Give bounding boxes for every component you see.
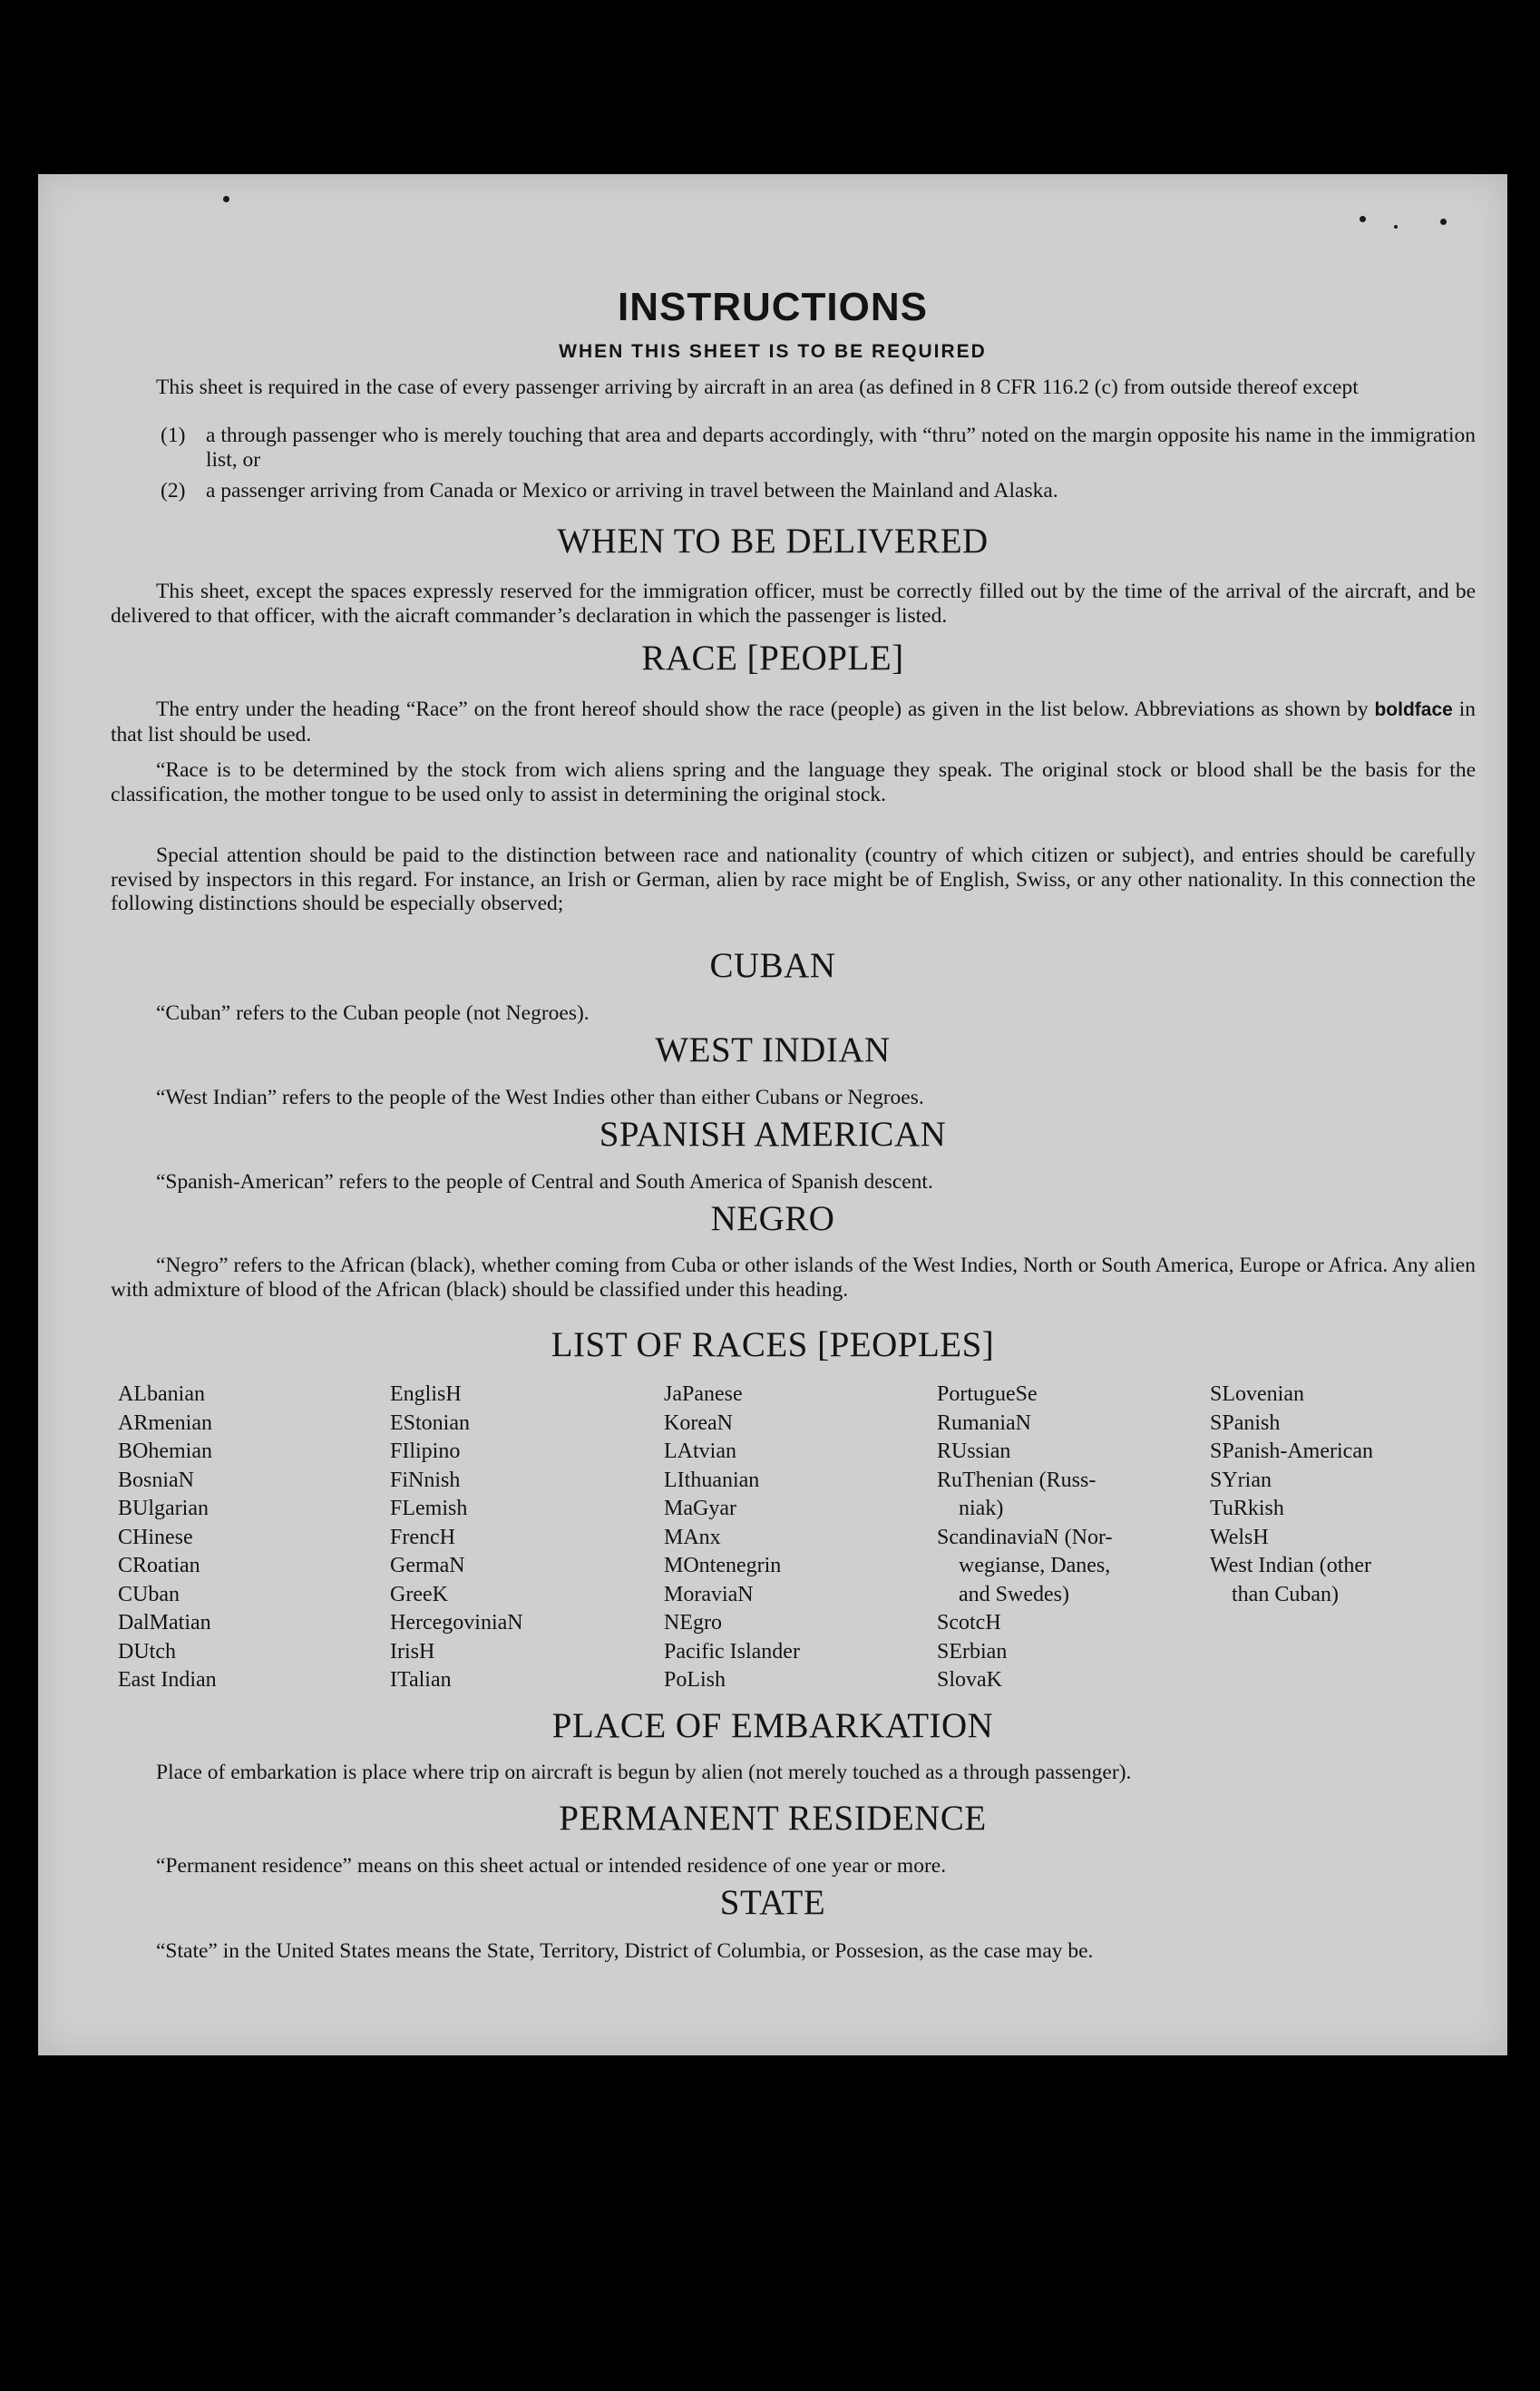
race-entry: MaGyar [664,1497,736,1520]
race-entry: GermaN [390,1554,465,1577]
heading-negro: NEGRO [710,1199,835,1238]
state-paragraph: “State” in the United States means the State, Territory, District of Columbia, or Possesion, as the case may be. [156,1939,1094,1963]
race-entry: ScotcH [937,1611,1001,1635]
race-list-column-5 [1210,1381,1373,1609]
race-entry: RumaniaN [937,1410,1031,1435]
race-entry: SErbian [937,1639,1008,1664]
boldface-word: boldface [1374,699,1453,720]
heading-when-delivered: WHEN TO BE DELIVERED [557,522,989,561]
race-entry: Pacific Islander [664,1639,800,1664]
speck [1440,219,1447,225]
race-text-b: in that list should be used. [111,698,1477,747]
speck [1360,216,1366,222]
race-entry: LAtvian [664,1439,736,1463]
speck [223,196,229,202]
race-entry: FrencH [390,1525,455,1549]
race-entry: CUban [118,1582,180,1606]
race-entry: CHinese [118,1525,193,1549]
race-entry: BUlgarian [118,1497,209,1520]
race-entry: RuThenian (Russ- [937,1468,1097,1492]
exception-text: a passenger arriving from Canada or Mexico or arriving in travel between the Mainland and Alaska. [206,479,1058,503]
race-entry: SPanish-American [1210,1439,1373,1463]
race-entry: PoLish [664,1668,726,1692]
race-entry: DalMatian [118,1611,211,1635]
race-entry: EnglisH [390,1382,462,1406]
race-list-column-3 [664,1381,800,1695]
race-list-column-1 [118,1381,217,1695]
race-entry: FiNnish [390,1468,461,1492]
race-entry: JaPanese [664,1382,743,1406]
heading-list-of-races: LIST OF RACES [PEOPLES] [551,1325,995,1364]
exception-text: a through passenger who is merely touching that area and departs accordingly, with “thru” noted on the margin opposite his name in the immigration list, or [206,424,1476,472]
race-entry: West Indian (other [1210,1554,1372,1577]
race-entry: MoraviaN [664,1582,754,1606]
race-entry: FLemish [390,1497,468,1520]
race-list-column-2 [390,1381,523,1695]
exception-item [161,479,1476,503]
heading-permanent-residence: PERMANENT RESIDENCE [559,1799,987,1838]
heading-race: RACE [PEOPLE] [641,639,904,678]
race-entry: HercegoviniaN [390,1611,523,1635]
race-entry: ALbanian [118,1382,205,1406]
delivered-paragraph: This sheet, except the spaces expressly reserved for the immigration officer, must be correctly filled out by the time of the arrival of the aircraft, and be delivered to that officer, with the aicraft commander’s declaration in which the passenger is listed. [111,580,1476,628]
race-entry: MAnx [664,1525,721,1549]
race-entry: than Cuban) [1232,1582,1339,1606]
instruction-sheet [38,174,1507,2055]
race-entry: CRoatian [118,1554,200,1577]
race-entry: BosniaN [118,1468,194,1492]
race-entry: WelsH [1210,1525,1269,1549]
intro-paragraph: This sheet is required in the case of every passenger arriving by aircraft in an area (as defined in 8 CFR 116.2 (c) from outside thereof except [156,376,1359,399]
heading-west-indian: WEST INDIAN [655,1030,891,1069]
residence-paragraph: “Permanent residence” means on this sheet actual or intended residence of one year or more. [156,1854,947,1878]
spanish-american-paragraph: “Spanish-American” refers to the people of Central and South America of Spanish descent. [156,1170,933,1194]
race-entry: KoreaN [664,1410,733,1435]
race-entry: NEgro [664,1611,722,1635]
race-entry: RUssian [937,1439,1011,1463]
race-paragraph-2: “Race is to be determined by the stock from wich aliens spring and the language they speak. The original stock or blood shall be the basis for the classification, the mother tongue to be used only to assist in determining the original stock. [111,758,1476,806]
cuban-paragraph: “Cuban” refers to the Cuban people (not Negroes). [156,1001,590,1025]
race-entry: TuRkish [1210,1497,1284,1520]
race-entry: DUtch [118,1639,176,1664]
heading-state: STATE [719,1883,826,1922]
page-title: INSTRUCTIONS [618,285,928,329]
exception-item [161,424,1476,472]
race-entry: PortugueSe [937,1382,1038,1406]
race-entry: EStonian [390,1410,470,1435]
race-entry: SPanish [1210,1410,1281,1435]
race-entry: SLovenian [1210,1382,1304,1406]
heading-spanish-american: SPANISH AMERICAN [599,1115,947,1154]
race-entry: and Swedes) [959,1582,1069,1606]
race-entry: ITalian [390,1668,452,1692]
negro-paragraph: “Negro” refers to the African (black), whether coming from Cuba or other islands of the West Indies, North or South America, Europe or Africa. Any alien with admixture of blood of the African (black) should be classified under this heading. [111,1254,1476,1302]
exception-number: (2) [161,479,186,503]
race-entry: GreeK [390,1582,448,1606]
race-entry: SlovaK [937,1668,1002,1692]
race-entry: IrisH [390,1639,435,1664]
race-text-a: The entry under the heading “Race” on the front hereof should show the race (people) as given in the list below. Abbreviations as shown by [156,698,1369,721]
exception-number: (1) [161,424,186,447]
race-entry: BOhemian [118,1439,212,1463]
heading-embarkation: PLACE OF EMBARKATION [551,1706,994,1745]
race-entry: niak) [959,1497,1004,1520]
race-entry: ScandinaviaN (Nor- [937,1525,1113,1549]
race-entry: East Indian [118,1668,217,1692]
race-entry: wegianse, Danes, [959,1554,1111,1577]
speck [1394,225,1398,229]
race-entry: MOntenegrin [664,1554,782,1577]
race-entry: LIthuanian [664,1468,760,1492]
race-list-column-4 [937,1381,1112,1695]
race-paragraph-3: Special attention should be paid to the distinction between race and nationality (country of which citizen or subject), and entries should be carefully revised by inspectors in this regard. For instance, an Irish or German, alien by race might be of English, Swiss, or any other nationality. In this connection the following distinctions should be especially observed; [111,844,1476,915]
race-entry: ARmenian [118,1410,212,1435]
race-entry: FIlipino [390,1439,461,1463]
heading-cuban: CUBAN [709,946,836,985]
race-paragraph-1 [111,698,1476,747]
page-subtitle: WHEN THIS SHEET IS TO BE REQUIRED [559,341,987,362]
race-entry: SYrian [1210,1468,1272,1492]
embarkation-paragraph: Place of embarkation is place where trip on aircraft is begun by alien (not merely touched as a through passenger). [156,1761,1132,1784]
west-indian-paragraph: “West Indian” refers to the people of the West Indies other than either Cubans or Negroes. [156,1086,924,1109]
